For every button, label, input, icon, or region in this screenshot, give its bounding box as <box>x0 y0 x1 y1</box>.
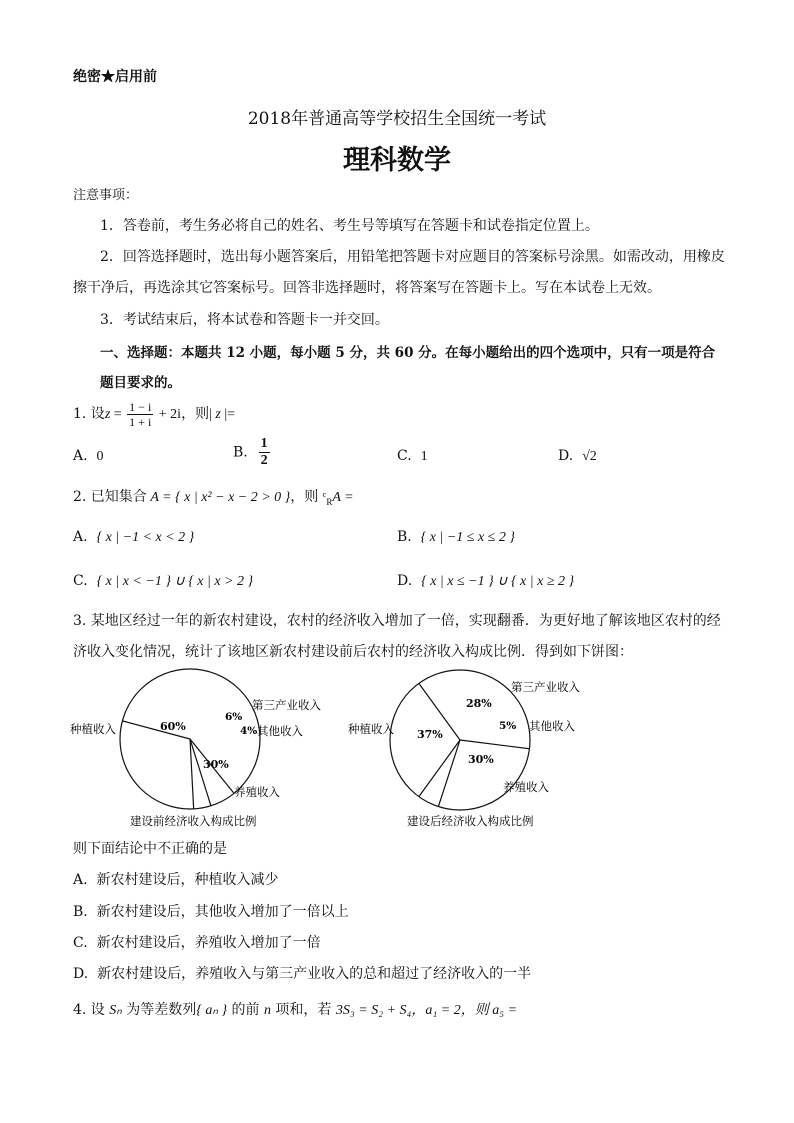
question-2: 2. 已知集合 A = { x | x² − x − 2 > 0 }，则 ᶜ$_R$A = <box>73 489 354 507</box>
pie-after-breeding-label: 养殖收入 <box>503 780 549 794</box>
pie-1-slice-other-boundary <box>438 740 460 807</box>
q2-option-a[interactable]: A. { x | −1 < x < 2 } <box>73 529 195 545</box>
q1-option-b[interactable]: B. $\frac{1}{2}$ <box>233 436 268 468</box>
question-3-line2: 济收入变化情况，统计了该地区新农村建设前后农村的经济收入构成比例．得到如下饼图： <box>73 644 633 660</box>
pie-before-tertiary-label: 第三产业收入 <box>252 698 321 712</box>
pie-chart-before <box>70 669 321 828</box>
q1-option-a[interactable]: A. 0 <box>73 448 104 464</box>
question-3-prompt: 则下面结论中不正确的是 <box>73 841 227 857</box>
q3-option-a[interactable]: A. 新农村建设后，种植收入减少 <box>73 872 279 888</box>
note-2a: 2．回答选择题时，选出每小题答案后，用铅笔把答题卡对应题目的答案标号涂黑。如需改动，用橡皮 <box>100 249 725 265</box>
pie-after-tertiary-label: 第三产业收入 <box>511 680 580 694</box>
pie-before-title: 建设前经济收入构成比例 <box>130 814 257 828</box>
exam-title: 2018年普通高等学校招生全国统一考试 <box>247 109 547 129</box>
q2-option-b[interactable]: B. { x | −1 ≤ x ≤ 2 } <box>397 529 515 545</box>
q3-option-c[interactable]: C. 新农村建设后，养殖收入增加了一倍 <box>73 935 321 951</box>
pie-after-other-value: 5% <box>499 720 517 732</box>
note-3: 3．考试结束后，将本试卷和答题卡一并交回。 <box>100 312 389 328</box>
pie-after-tertiary-value: 28% <box>466 697 492 710</box>
pie-1-slice-breeding-boundary <box>419 740 460 797</box>
pie-charts <box>60 665 760 835</box>
q3-option-d[interactable]: D. 新农村建设后，养殖收入与第三产业收入的总和超过了经济收入的一半 <box>73 966 532 982</box>
section-1-line2: 题目要求的。 <box>100 375 181 391</box>
q1-fraction: $\frac{1 - i}{1 + i}$ <box>129 399 152 429</box>
pie-after-breeding-value: 30% <box>468 753 494 766</box>
section-1-line1: 一、选择题：本题共 12 小题，每小题 5 分，共 60 分。在每小题给出的四个选项中，只有一项是符合 <box>100 345 716 361</box>
pie-before-planting-value: 60% <box>160 720 186 733</box>
pie-chart-after <box>348 670 580 828</box>
q1-option-d[interactable]: D. √2 <box>558 448 597 464</box>
pie-before-other-value: 4% <box>240 725 258 737</box>
pie-before-breeding-label: 养殖收入 <box>234 785 280 799</box>
pie-after-planting-label: 种植收入 <box>348 722 394 736</box>
pie-after-other-label: 其他收入 <box>529 719 575 733</box>
question-4: 4. 设 Sₙ 为等差数列{ aₙ } 的前 n 项和，若 3S₃ = S₂ + S₄，a₁ = 2，则 a₅ = <box>73 1002 518 1018</box>
q3-option-b[interactable]: B. 新农村建设后，其他收入增加了一倍以上 <box>73 904 349 920</box>
question-1: 1. 设z = $\frac{1 - i}{1 + i}$ + 2i，则| z |= <box>73 399 236 429</box>
subject-title: 理科数学 <box>343 145 451 176</box>
pie-before-breeding-value: 30% <box>203 758 229 771</box>
q2-option-d[interactable]: D. { x | x ≤ −1 } ∪ { x | x ≥ 2 } <box>397 573 575 589</box>
q1-option-c[interactable]: C. 1 <box>397 448 428 464</box>
q2-option-c[interactable]: C. { x | x < −1 } ∪ { x | x > 2 } <box>73 573 254 589</box>
pie-1-slice-tertiary-boundary <box>460 740 529 749</box>
pie-after-planting-value: 37% <box>417 728 443 741</box>
note-1: 1．答卷前，考生务必将自己的姓名、考生号等填写在答题卡和试卷指定位置上。 <box>100 218 599 234</box>
secret-label: 绝密★启用前 <box>73 69 157 85</box>
pie-before-planting-label: 种植收入 <box>70 722 116 736</box>
notes-heading: 注意事项： <box>73 188 139 203</box>
pie-before-tertiary-value: 6% <box>225 711 243 723</box>
pie-after-title: 建设后经济收入构成比例 <box>407 814 534 828</box>
pie-before-other-label: 其他收入 <box>257 724 303 738</box>
question-3-line1: 3. 某地区经过一年的新农村建设，农村的经济收入增加了一倍，实现翻番．为更好地了解该地区农村的经 <box>73 613 721 629</box>
note-2b: 擦干净后，再选涂其它答案标号。回答非选择题时，将答案写在答题卡上。写在本试卷上无效。 <box>73 280 661 296</box>
